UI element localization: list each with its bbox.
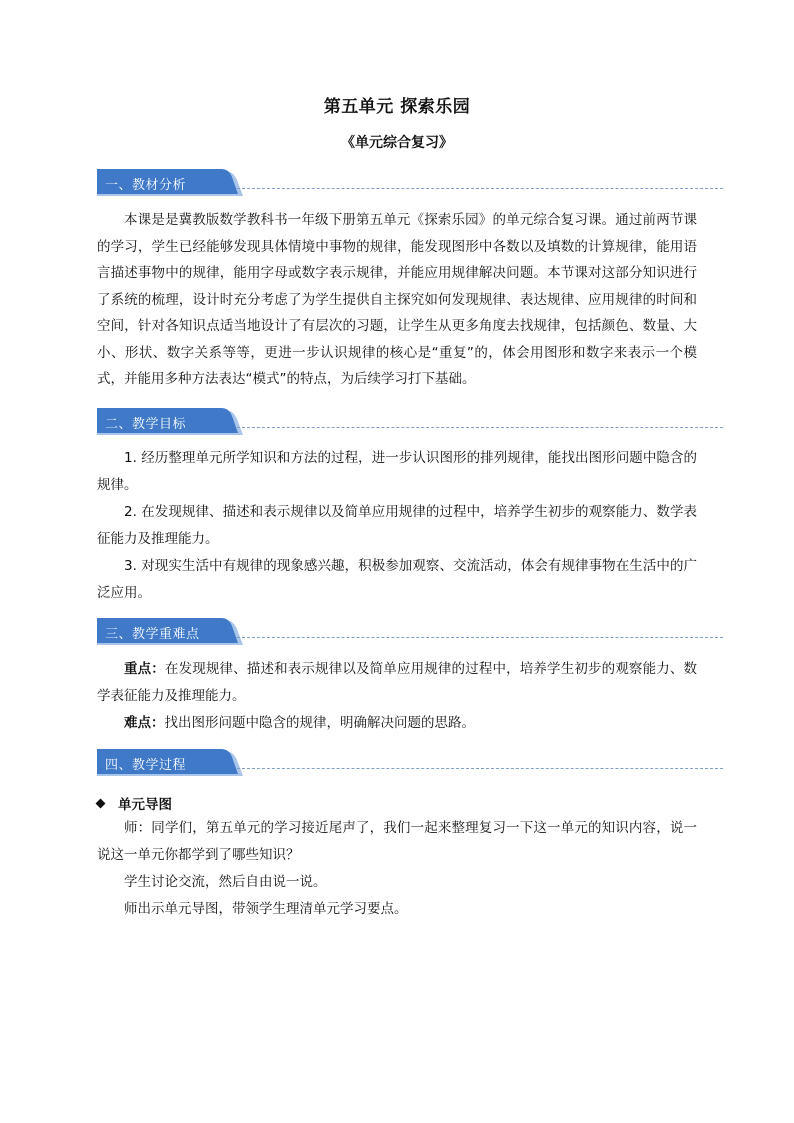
- bullet-heading-text: 单元导图: [118, 797, 172, 813]
- goal-item: 2. 在发现规律、描述和表示规律以及简单应用规律的过程中，培养学生初步的观察能力、数学表征能力及推理能力。: [97, 504, 697, 547]
- section-title: 四、教学过程: [105, 758, 187, 773]
- section-divider: [237, 427, 723, 428]
- section-header-key-points: [97, 617, 723, 647]
- diamond-bullet-icon: [96, 799, 106, 809]
- difficulty-paragraph: [97, 710, 697, 737]
- process-paragraph: 师：同学们，第五单元的学习接近尾声了，我们一起来整理复习一下这一单元的知识内容，说一说这一单元你都学到了哪些知识？: [97, 820, 697, 863]
- document-title: 第五单元 探索乐园: [323, 97, 471, 117]
- section-divider: [237, 768, 723, 769]
- section-title: 二、教学目标: [105, 417, 187, 432]
- bullet-heading: [97, 793, 172, 813]
- key-point-label: 重点：: [124, 661, 165, 677]
- document-subtitle: 《单元综合复习》: [341, 135, 453, 151]
- analysis-paragraph: 本课是是冀教版数学教科书一年级下册第五单元《探索乐园》的单元综合复习课。通过前两节课的学习，学生已经能够发现具体情境中事物的规律，能发现图形中各数以及填数的计算规律，能用语言描述事物中的规律，能用字母或数字表示规律，并能应用规律解决问题。本节课对这部分知识进行了系统的梳理，设计时充分考虑了为学生提供自主探究如何发现规律、表达规律、应用规律的时间和空间，针对各知识点适当地设计了有层次的习题，让学生从更多角度去找规律，包括颜色、数量、大小、形状、数字关系等等，更进一步认识规律的核心是“重复”的，体会用图形和数字来表示一个模式，并能用多种方法表达“模式”的特点，为后续学习打下基础。: [97, 212, 697, 387]
- section-header-analysis: [97, 168, 723, 198]
- difficulty-text: 找出图形问题中隐含的规律，明确解决问题的思路。: [164, 715, 475, 731]
- section-title: 三、教学重难点: [105, 627, 200, 642]
- goal-item: 1. 经历整理单元所学知识和方法的过程，进一步认识图形的排列规律，能找出图形问题中隐含的规律。: [97, 450, 697, 493]
- section-divider: [237, 637, 723, 638]
- key-point-text: 在发现规律、描述和表示规律以及简单应用规律的过程中，培养学生初步的观察能力、数学表征能力及推理能力。: [97, 661, 698, 704]
- section-title: 一、教材分析: [105, 178, 187, 193]
- process-paragraph: 师出示单元导图，带领学生理清单元学习要点。: [124, 901, 408, 917]
- goal-item: 3. 对现实生活中有规律的现象感兴趣，积极参加观察、交流活动，体会有规律事物在生活中的广泛应用。: [97, 558, 697, 601]
- section-header-process: [97, 748, 723, 778]
- key-point-paragraph: [97, 656, 697, 709]
- difficulty-label: 难点：: [124, 715, 165, 731]
- section-header-goals: [97, 407, 723, 437]
- section-divider: [237, 188, 723, 189]
- process-paragraph: 学生讨论交流，然后自由说一说。: [124, 874, 327, 890]
